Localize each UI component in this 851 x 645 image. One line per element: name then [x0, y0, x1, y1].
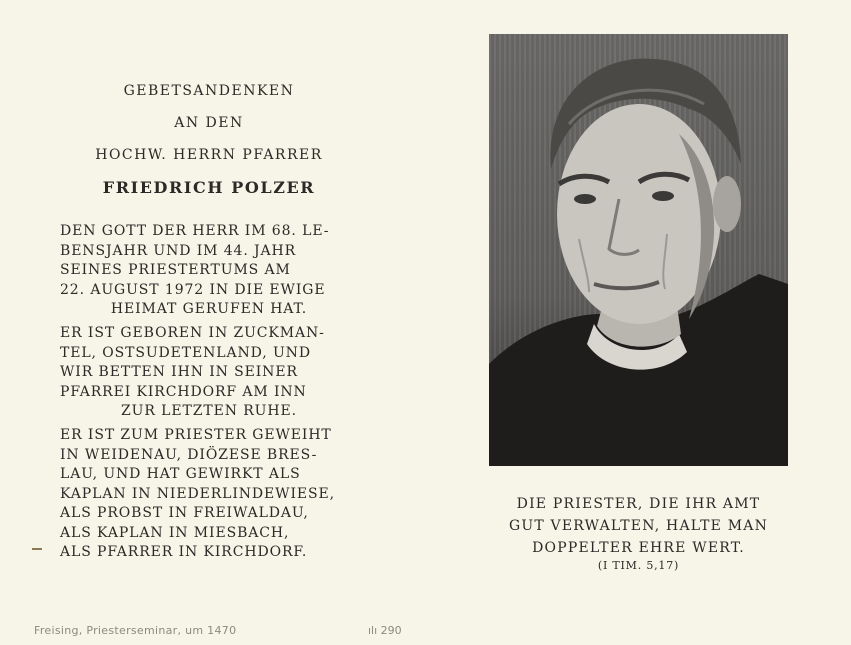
text-line: LAU, UND HAT GEWIRKT ALS	[60, 466, 301, 482]
caption-line: GUT VERWALTEN, HALTE MAN	[508, 518, 769, 534]
caption-line: DIE PRIESTER, DIE IHR AMT	[516, 496, 761, 512]
text-line: IN WEIDENAU, DIÖZESE BRES-	[60, 446, 318, 463]
heading-title: HOCHW. HERRN PFARRER	[95, 147, 323, 163]
text-line: ER IST GEBOREN IN ZUCKMAN-	[60, 325, 325, 341]
paragraph-career	[60, 426, 358, 563]
paragraph-birth-burial	[60, 324, 358, 422]
heading-remembrance: GEBETSANDENKEN	[123, 83, 295, 99]
text-line: DEN GOTT DER HERR IM 68. LE-	[60, 223, 330, 239]
caption-line: DOPPELTER EHRE WERT.	[532, 540, 745, 556]
mark-dash	[32, 548, 42, 550]
text-line: ZUR LETZTEN RUHE.	[121, 403, 297, 419]
text-line: 22. AUGUST 1972 IN DIE EWIGE	[60, 281, 326, 298]
publisher-note: Freising, Priesterseminar, um 1470	[34, 624, 237, 637]
scripture-caption	[489, 493, 788, 573]
scripture-reference: (I TIM. 5,17)	[597, 559, 680, 572]
paragraph-death	[60, 222, 358, 320]
text-line: ALS KAPLAN IN MIESBACH,	[60, 524, 290, 541]
text-line: TEL, OSTSUDETENLAND, UND	[60, 344, 311, 361]
heading-to: AN DEN	[174, 115, 244, 131]
text-line: ER IST ZUM PRIESTER GEWEIHT	[60, 427, 332, 443]
print-number: ılı 290	[368, 624, 402, 637]
portrait-illustration	[489, 34, 788, 466]
text-line: HEIMAT GERUFEN HAT.	[110, 301, 308, 317]
portrait-photo	[489, 34, 788, 466]
text-line: ALS PFARRER IN KIRCHDORF.	[60, 544, 308, 560]
text-line: SEINES PRIESTERTUMS AM	[60, 262, 291, 278]
text-line: WIR BETTEN IHN IN SEINER	[60, 364, 298, 380]
text-line: KAPLAN IN NIEDERLINDEWIESE,	[60, 485, 335, 502]
text-line: ALS PROBST IN FREIWALDAU,	[60, 505, 309, 521]
text-line: PFARREI KIRCHDORF AM INN	[60, 383, 307, 400]
deceased-name: FRIEDRICH POLZER	[102, 178, 316, 197]
text-line: BENSJAHR UND IM 44. JAHR	[60, 242, 297, 259]
